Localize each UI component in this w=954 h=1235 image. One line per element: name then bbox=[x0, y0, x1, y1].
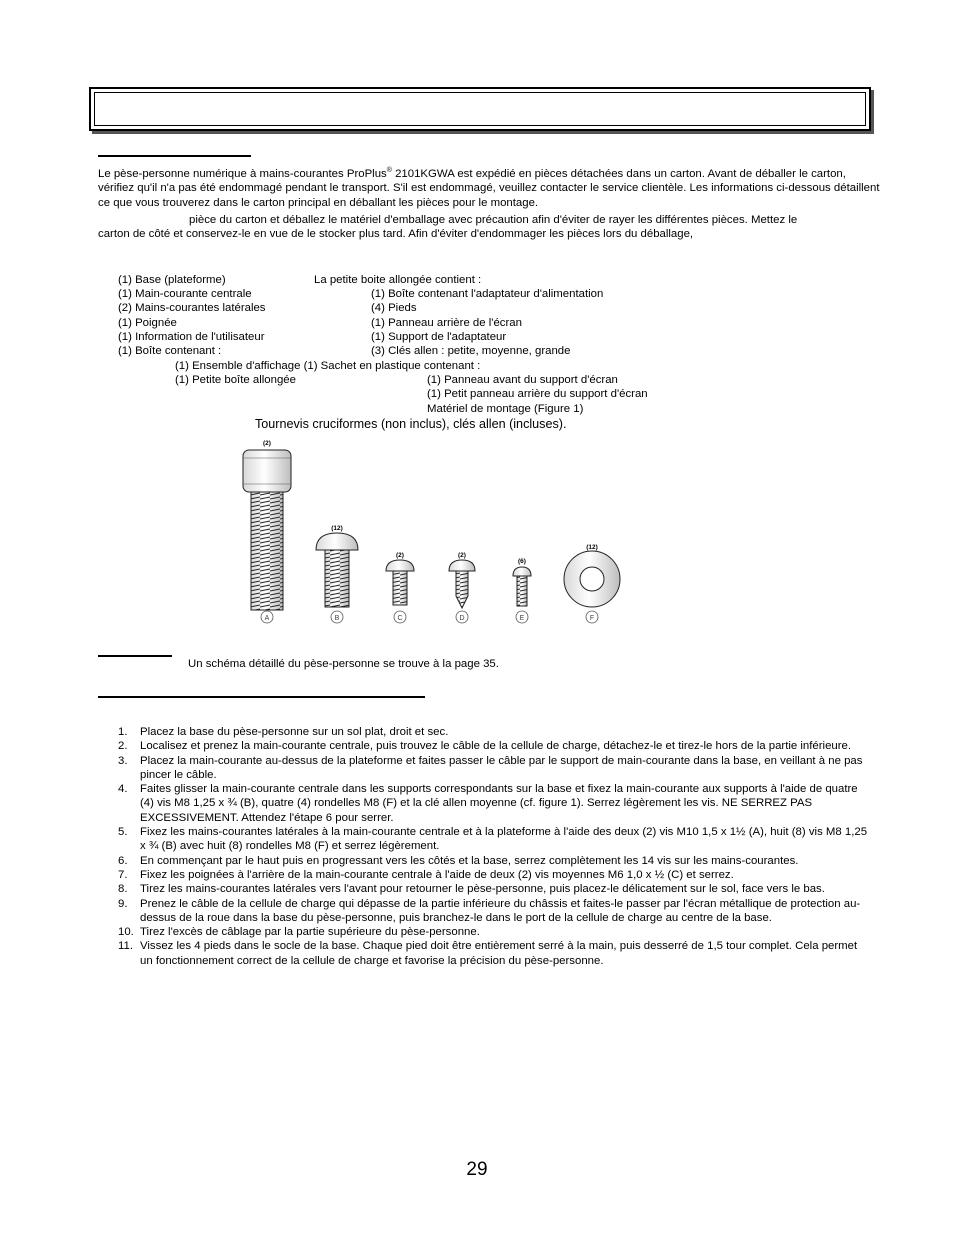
schema-note: Un schéma détaillé du pèse-personne se trouve à la page 35. bbox=[188, 658, 499, 670]
part-qty: (6) bbox=[518, 558, 526, 565]
contents-item: (1) Support de l'adaptateur bbox=[371, 331, 507, 343]
intro2-line1: pièce du carton et déballez le matériel d'emballage avec précaution afin d'éviter de rayer les différentes pièces. Mettez le bbox=[189, 214, 798, 226]
part-qty: (12) bbox=[586, 544, 598, 551]
box-contents-line1: (1) Ensemble d'affichage (1) Sachet en plastique contenant : bbox=[175, 360, 481, 372]
step-number: 5. bbox=[118, 826, 128, 839]
page-number: 29 bbox=[466, 1159, 488, 1180]
assembly-steps bbox=[118, 725, 870, 968]
tools-line: Tournevis cruciformes (non inclus), clés allen (incluses). bbox=[255, 417, 567, 431]
step-item bbox=[118, 868, 870, 882]
step-text: Tirez l'excès de câblage par la partie supérieure du pèse-personne. bbox=[140, 926, 480, 939]
washer-f-icon bbox=[564, 544, 620, 623]
assembly-heading-underline bbox=[98, 696, 425, 698]
contents-item: (3) Clés allen : petite, moyenne, grande bbox=[371, 345, 571, 357]
screw-c-icon bbox=[386, 552, 414, 623]
step-item bbox=[118, 739, 870, 753]
step-number: 10. bbox=[118, 926, 134, 939]
small-box-heading: La petite boite allongée contient : bbox=[314, 274, 482, 286]
step-item bbox=[118, 754, 870, 783]
contents-item: (1) Main-courante centrale bbox=[118, 288, 252, 300]
step-number: 6. bbox=[118, 854, 128, 867]
hardware-figure bbox=[230, 436, 630, 628]
step-number: 9. bbox=[118, 897, 128, 910]
contents-item: (1) Poignée bbox=[118, 317, 177, 329]
step-text: Placez la main-courante au-dessus de la plateforme et faites passer le câble par le support de main-courante dans la base, en veillant à ne pas pincer le câble. bbox=[140, 754, 863, 781]
contents-item: (1) Panneau arrière de l'écran bbox=[371, 317, 522, 329]
part-letter: C bbox=[397, 615, 403, 622]
step-text: Localisez et prenez la main-courante centrale, puis trouvez le câble de la cellule de charge, détachez-le et tirez-le hors de la partie inférieure. bbox=[140, 740, 852, 753]
step-number: 11. bbox=[118, 940, 133, 953]
schema-heading-underline bbox=[98, 655, 172, 657]
contents-item: (1) Boîte contenant : bbox=[118, 345, 222, 357]
step-item bbox=[118, 939, 870, 968]
part-letter: D bbox=[459, 615, 465, 622]
step-item bbox=[118, 782, 870, 825]
part-qty: (2) bbox=[263, 440, 271, 447]
step-text: Tirez les mains-courantes latérales vers l'avant pour retourner le pèse-personne, puis placez-le délicatement sur le sol, face vers le bas. bbox=[140, 883, 825, 896]
step-item bbox=[118, 854, 870, 868]
box-contents-line2: (1) Petite boîte allongée bbox=[175, 374, 296, 386]
step-text: Placez la base du pèse-personne sur un sol plat, droit et sec. bbox=[140, 726, 449, 738]
part-letter: F bbox=[589, 615, 595, 622]
screw-a-icon bbox=[243, 440, 291, 623]
part-qty: (2) bbox=[458, 552, 466, 559]
step-text: En commençant par le haut puis en progressant vers les côtés et la base, serrez complètement les 14 vis sur les mains-courantes. bbox=[140, 854, 799, 867]
screw-b-icon bbox=[316, 525, 358, 623]
part-qty: (2) bbox=[396, 552, 404, 559]
contents-item: (1) Information de l'utilisateur bbox=[118, 331, 265, 343]
intro2-line2: carton de côté et conservez-le en vue de le stocker plus tard. Afin d'éviter d'endommager les pièces lors du déballage, bbox=[98, 228, 694, 240]
contents-item: (1) Base (plateforme) bbox=[118, 274, 226, 286]
screw-e-icon bbox=[513, 558, 531, 623]
section-heading-underline bbox=[98, 155, 251, 157]
contents-item: (1) Petit panneau arrière du support d'écran bbox=[427, 388, 648, 400]
section-title-box bbox=[89, 87, 871, 131]
step-text: Fixez les poignées à l'arrière de la main-courante centrale à l'aide de deux (2) vis moyennes M6 1,0 x ½ (C) et serrez. bbox=[140, 868, 734, 881]
part-letter: B bbox=[334, 615, 340, 622]
step-number: 8. bbox=[118, 883, 128, 896]
step-number: 3. bbox=[118, 754, 128, 767]
step-text: Prenez le câble de la cellule de charge qui dépasse de la partie inférieure du châssis et faites-le passer par l'écran métallique de protection au-dessus de la roue dans la base du pèse-personne, puis branchez-le dans le port de la cellule de charge au centre de la base. bbox=[140, 897, 861, 924]
contents-item: (1) Panneau avant du support d'écran bbox=[427, 374, 618, 386]
part-letter: A bbox=[264, 615, 270, 622]
step-item bbox=[118, 882, 870, 896]
step-item bbox=[118, 897, 870, 926]
part-letter: E bbox=[519, 615, 525, 622]
step-item bbox=[118, 925, 870, 939]
step-item bbox=[118, 825, 870, 854]
step-text: Faites glisser la main-courante centrale dans les supports correspondants sur la base et fixez la main-courante aux supports à l'aide de quatre (4) vis M8 1,25 x ¾ (B), quatre (4) rondelles M8 (F) et la clé allen moyenne (cf. figure 1). Serrez légèrement les vis. NE SERREZ PAS EXCESSIVEMENT. Attendez l'étape 6 pour serrer. bbox=[140, 783, 858, 824]
step-number: 4. bbox=[118, 783, 128, 796]
intro-paragraph: Le pèse-personne numérique à mains-courantes ProPlus® 2101KGWA est expédié en pièces détachées dans un carton. Avant de déballer le carton, vérifiez qu'il n'a pas été endommagé pendant le transport. S'il est endommagé, veuillez contacter le service clientèle. Les informations ci-dessous détaillent ce que vous trouverez dans le carton principal en déballant les pièces pour le montage. bbox=[98, 167, 880, 209]
step-number: 1. bbox=[118, 726, 128, 738]
step-text: Fixez les mains-courantes latérales à la main-courante centrale et à la plateforme à l'aide des deux (2) vis M10 1,5 x 1½ (A), huit (8) vis M8 1,25 x ¾ (B) avec huit (8) rondelles M8 (F) et serrez légèrement. bbox=[140, 826, 868, 853]
contents-item: (4) Pieds bbox=[371, 302, 417, 314]
step-number: 2. bbox=[118, 740, 128, 753]
contents-item: (2) Mains-courantes latérales bbox=[118, 302, 266, 314]
step-item bbox=[118, 725, 870, 739]
step-text: Vissez les 4 pieds dans le socle de la base. Chaque pied doit être entièrement serré à la main, puis desserré de 1,5 tour complet. Cela permet un fonctionnement correct de la cellule de charge et favorise la précision du pèse-personne. bbox=[140, 940, 858, 967]
part-qty: (12) bbox=[331, 525, 343, 532]
step-number: 7. bbox=[118, 868, 128, 881]
contents-item: (1) Boîte contenant l'adaptateur d'alimentation bbox=[371, 288, 604, 300]
contents-item: Matériel de montage (Figure 1) bbox=[427, 403, 584, 415]
screw-d-icon bbox=[449, 552, 475, 623]
